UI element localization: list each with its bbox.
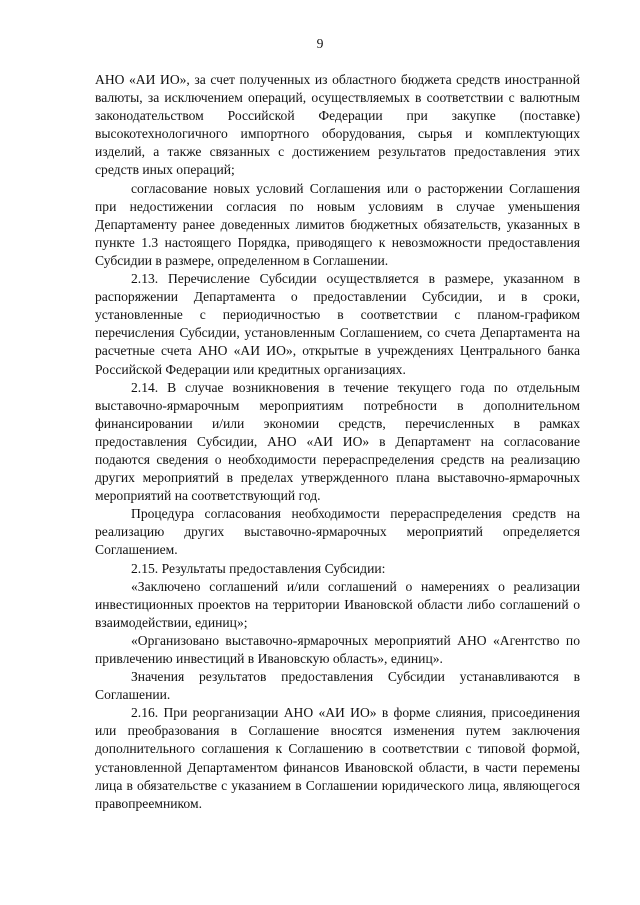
paragraph-procedure: Процедура согласования необходимости перераспределения средств на реализацию других выставочно-ярмарочных мероприятий определяется Соглашением. xyxy=(95,506,580,558)
paragraph-result-values: Значения результатов предоставления Субсидии устанавливаются в Соглашении. xyxy=(95,669,580,703)
page-number: 9 xyxy=(316,36,324,51)
paragraph-2-13: 2.13. Перечисление Субсидии осуществляется в размере, указанном в распоряжении Департамента о предоставлении Субсидии, и в сроки, установленные с периодичностью в соответствии с планом-графиком перечисления Субсидии, установленным Соглашением, со счета Департамента на расчетные счета АНО «АИ ИО», открытые в учреждениях Центрального банка Российской Федерации или кредитных организациях. xyxy=(95,271,580,377)
document-body xyxy=(95,71,580,813)
paragraph-2: согласование новых условий Соглашения или о расторжении Соглашения при недостижении согласия по новым условиям в случае уменьшения Департаменту ранее доведенных лимитов бюджетных обязательств, указанных в пункте 1.3 настоящего Порядка, приводящего к невозможности предоставления Субсидии в размере, определенном в Соглашении. xyxy=(95,180,580,268)
paragraph-2-14: 2.14. В случае возникновения в течение текущего года по отдельным выставочно-ярмарочным мероприятиям потребности в дополнительном финансировании и/или экономии средств, перечисленных в рамках предоставления Субсидии, АНО «АИ ИО» в Департамент на согласование подаются сведения о необходимости перераспределения средств на реализацию других мероприятий в пределах утвержденного плана выставочно-ярмарочных мероприятий на соответствующий год. xyxy=(95,379,580,504)
paragraph-1: АНО «АИ ИО», за счет полученных из областного бюджета средств иностранной валюты, за исключением операций, осуществляемых в соответствии с валютным законодательством Российской Федерации при закупке (поставке) высокотехнологичного импортного оборудования, сырья и комплектующих изделий, а также связанных с достижением результатов предоставления этих средств иных операций; xyxy=(95,72,580,178)
paragraph-result-1: «Заключено соглашений и/или соглашений о намерениях о реализации инвестиционных проектов на территории Ивановской области либо соглашений о взаимодействии, единиц»; xyxy=(95,578,580,630)
paragraph-2-15: 2.15. Результаты предоставления Субсидии: xyxy=(131,560,386,576)
paragraph-result-2: «Организовано выставочно-ярмарочных мероприятий АНО «Агентство по привлечению инвестиций в Ивановскую область», единиц». xyxy=(95,632,580,666)
paragraph-2-16: 2.16. При реорганизации АНО «АИ ИО» в форме слияния, присоединения или преобразования в Соглашение вносятся изменения путем заключения дополнительного соглашения к Соглашению в соответствии с типовой формой, установленной Департаментом финансов Ивановской области, в части перемены лица в обязательстве с указанием в Соглашении юридического лица, являющегося правопреемником. xyxy=(95,705,580,811)
